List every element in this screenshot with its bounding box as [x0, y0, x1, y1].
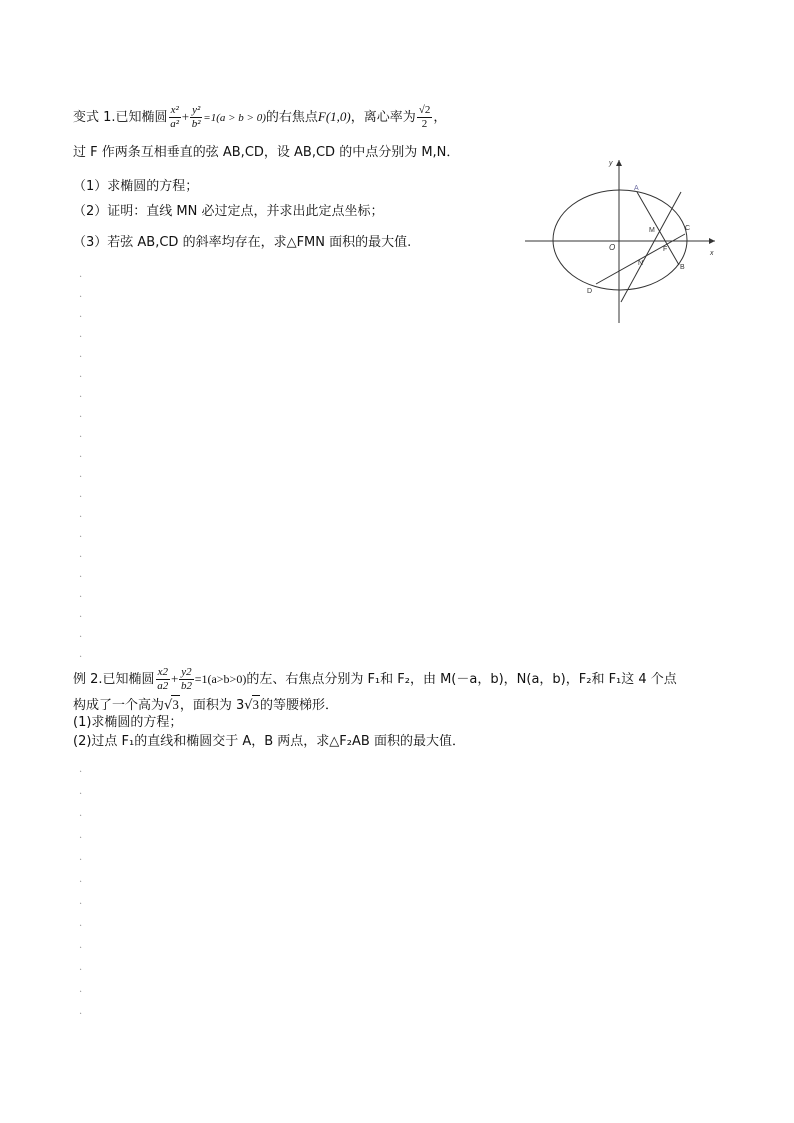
sqrt-symbol: √ — [164, 698, 173, 713]
problem2-question2: (2)过点 F₁的直线和椭圆交于 A，B 两点，求△F₂AB 面积的最大值． — [73, 734, 465, 749]
problem1-question3: （3）若弦 AB,CD 的斜率均存在，求△FMN 面积的最大值. — [73, 235, 412, 250]
eq-y-fraction: $\frac{\text{y²}}{\text{b²}}$ — [191, 104, 201, 130]
problem1-line2: 过 F 作两条互相垂直的弦 AB,CD，设 AB,CD 的中点分别为 M,N． — [73, 145, 460, 160]
problem1-question1: （1）求椭圆的方程； — [73, 179, 199, 194]
p2-rhs: =1(a>b>0) — [194, 672, 247, 686]
focus-coord: F(1,0) — [317, 109, 351, 124]
sqrt3-value-2: 3 — [252, 697, 260, 712]
problem2-line1: 例 2.已知椭圆 $\frac{x2}{a2}$ + $\frac{y2}{b2}$ =1(a>b>0)的左、右焦点分别为 F₁和 F₂，由 M(－a，b)，N(a，b)，F₂和 F₁这 4 个点 — [73, 666, 677, 692]
problem1-text-a: 已知椭圆 — [115, 110, 168, 125]
label-N: N — [638, 260, 644, 267]
chord-AB — [637, 192, 679, 265]
label-O: O — [609, 243, 616, 252]
x-axis-arrow — [709, 238, 715, 244]
label-B: B — [680, 264, 685, 271]
problem2-question1: (1)求椭圆的方程； — [73, 715, 183, 730]
problem1-line1: 变式 1.已知椭圆 $\frac{\text{x²}}{\text{a²}}$ + $\frac{\text{y²}}{\text{b²}}$ =1(a > b > 0)的右焦点F(1,0)，离心率为 $\frac{√2}{2}$ ， — [73, 104, 447, 130]
p2-y-fraction: $\frac{y2}{b2}$ — [180, 666, 192, 692]
eq-rhs: =1(a > b > 0) — [203, 112, 266, 124]
problem2-line2: 构成了一个高为√3，面积为 3√3的等腰梯形． — [73, 697, 339, 713]
line-MN — [621, 192, 681, 302]
p2-x-fraction: $\frac{x2}{a2}$ — [157, 666, 169, 692]
problem1-prefix: 变式 1. — [73, 110, 116, 125]
label-x: x — [710, 250, 714, 257]
ellipse — [553, 190, 687, 290]
label-F: F — [663, 246, 668, 253]
sqrt-symbol-2: √ — [244, 698, 253, 713]
label-A: A — [634, 185, 639, 192]
eq-x-fraction: $\frac{\text{x²}}{\text{a²}}$ — [170, 104, 180, 130]
ellipse-figure — [520, 155, 730, 330]
problem1-question2: （2）证明：直线 MN 必过定点，并求出此定点坐标； — [73, 204, 384, 219]
eccentricity-fraction: $\frac{√2}{2}$ — [418, 104, 431, 130]
y-axis-arrow — [616, 160, 622, 166]
label-y: y — [609, 160, 613, 167]
label-M: M — [649, 227, 655, 234]
label-C: C — [685, 225, 691, 232]
problem2-prefix: 例 2. — [73, 672, 103, 687]
sqrt3-value: 3 — [172, 697, 179, 712]
label-D: D — [587, 288, 593, 295]
